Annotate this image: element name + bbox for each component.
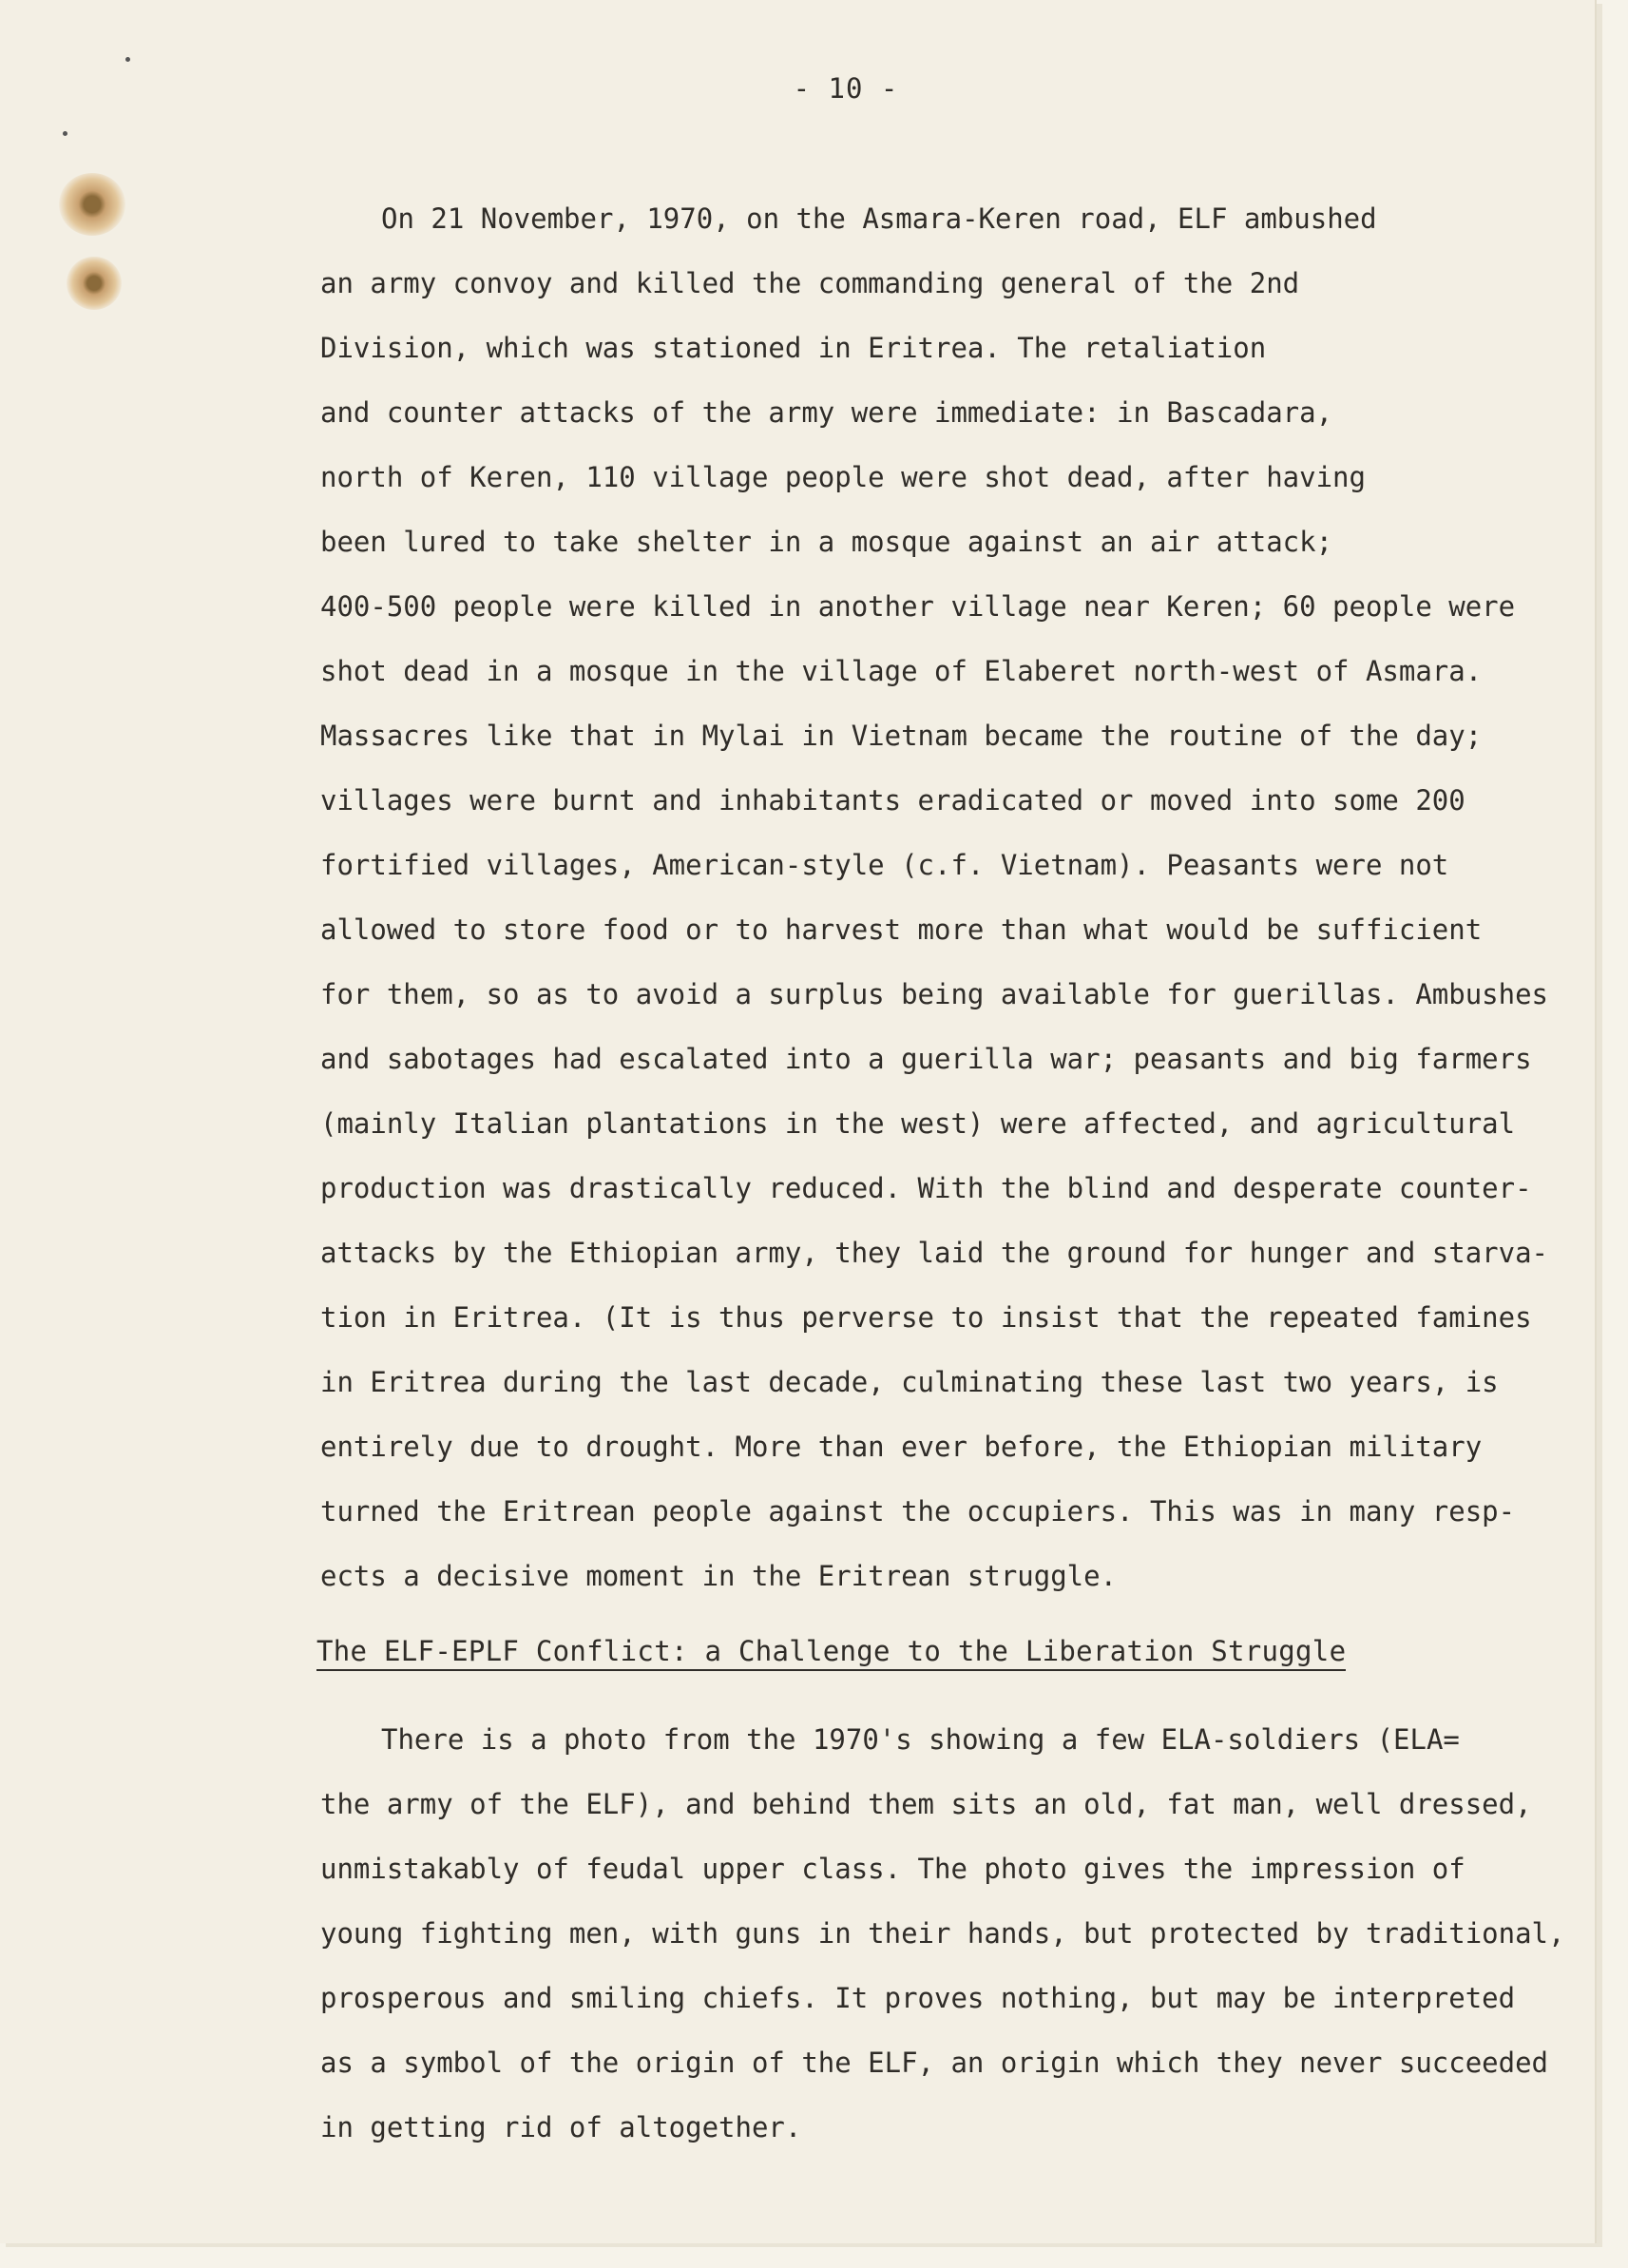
paper-speck bbox=[63, 131, 67, 136]
text-line: ects a decisive moment in the Eritrean struggle. bbox=[320, 1560, 1118, 1592]
text-line: villages were burnt and inhabitants eradicated or moved into some 200 bbox=[320, 784, 1465, 817]
text-line: prosperous and smiling chiefs. It proves nothing, but may be interpreted bbox=[320, 1982, 1516, 2014]
text-line: as a symbol of the origin of the ELF, an origin which they never succeeded bbox=[320, 2047, 1549, 2079]
text-line: There is a photo from the 1970's showing a few ELA-soldiers (ELA= bbox=[381, 1723, 1460, 1756]
paragraph-photo bbox=[320, 1707, 1565, 2160]
text-line: attacks by the Ethiopian army, they laid the ground for hunger and starva- bbox=[320, 1237, 1549, 1269]
text-line: young fighting men, with guns in their hands, but protected by traditional, bbox=[320, 1917, 1565, 1950]
text-line: north of Keren, 110 village people were shot dead, after having bbox=[320, 461, 1366, 493]
text-line: allowed to store food or to harvest more than what would be sufficient bbox=[320, 913, 1483, 946]
punch-hole-mark bbox=[67, 257, 122, 310]
text-line: and counter attacks of the army were immediate: in Bascadara, bbox=[320, 396, 1333, 429]
text-line: Massacres like that in Mylai in Vietnam became the routine of the day; bbox=[320, 720, 1483, 752]
page-number: - 10 - bbox=[793, 72, 899, 105]
paragraph-ambush bbox=[320, 186, 1556, 1608]
text-line: the army of the ELF), and behind them sits an old, fat man, well dressed, bbox=[320, 1788, 1532, 1820]
text-line: Division, which was stationed in Eritrea. The retaliation bbox=[320, 332, 1267, 364]
text-line: an army convoy and killed the commanding general of the 2nd bbox=[320, 267, 1300, 299]
text-line: entirely due to drought. More than ever before, the Ethiopian military bbox=[320, 1431, 1483, 1463]
text-line: tion in Eritrea. (It is thus perverse to insist that the repeated famines bbox=[320, 1301, 1532, 1334]
text-line: fortified villages, American-style (c.f. Vietnam). Peasants were not bbox=[320, 849, 1449, 881]
text-line: shot dead in a mosque in the village of Elaberet north-west of Asmara. bbox=[320, 655, 1483, 687]
text-line: in Eritrea during the last decade, culminating these last two years, is bbox=[320, 1366, 1499, 1398]
text-line: and sabotages had escalated into a guerilla war; peasants and big farmers bbox=[320, 1043, 1532, 1075]
section-heading: The ELF-EPLF Conflict: a Challenge to the Liberation Struggle bbox=[316, 1635, 1346, 1671]
text-line: for them, so as to avoid a surplus being available for guerillas. Ambushes bbox=[320, 978, 1549, 1010]
text-line: been lured to take shelter in a mosque against an air attack; bbox=[320, 526, 1333, 558]
text-line: unmistakably of feudal upper class. The photo gives the impression of bbox=[320, 1853, 1465, 1885]
text-line: 400-500 people were killed in another village near Keren; 60 people were bbox=[320, 590, 1516, 623]
text-line: On 21 November, 1970, on the Asmara-Keren road, ELF ambushed bbox=[381, 202, 1377, 235]
punch-hole-mark bbox=[59, 173, 125, 236]
text-line: production was drastically reduced. With the blind and desperate counter- bbox=[320, 1172, 1532, 1204]
text-line: (mainly Italian plantations in the west) were affected, and agricultural bbox=[320, 1107, 1516, 1140]
text-line: turned the Eritrean people against the occupiers. This was in many resp- bbox=[320, 1495, 1516, 1528]
paper-speck bbox=[125, 57, 130, 62]
text-line: in getting rid of altogether. bbox=[320, 2111, 802, 2143]
